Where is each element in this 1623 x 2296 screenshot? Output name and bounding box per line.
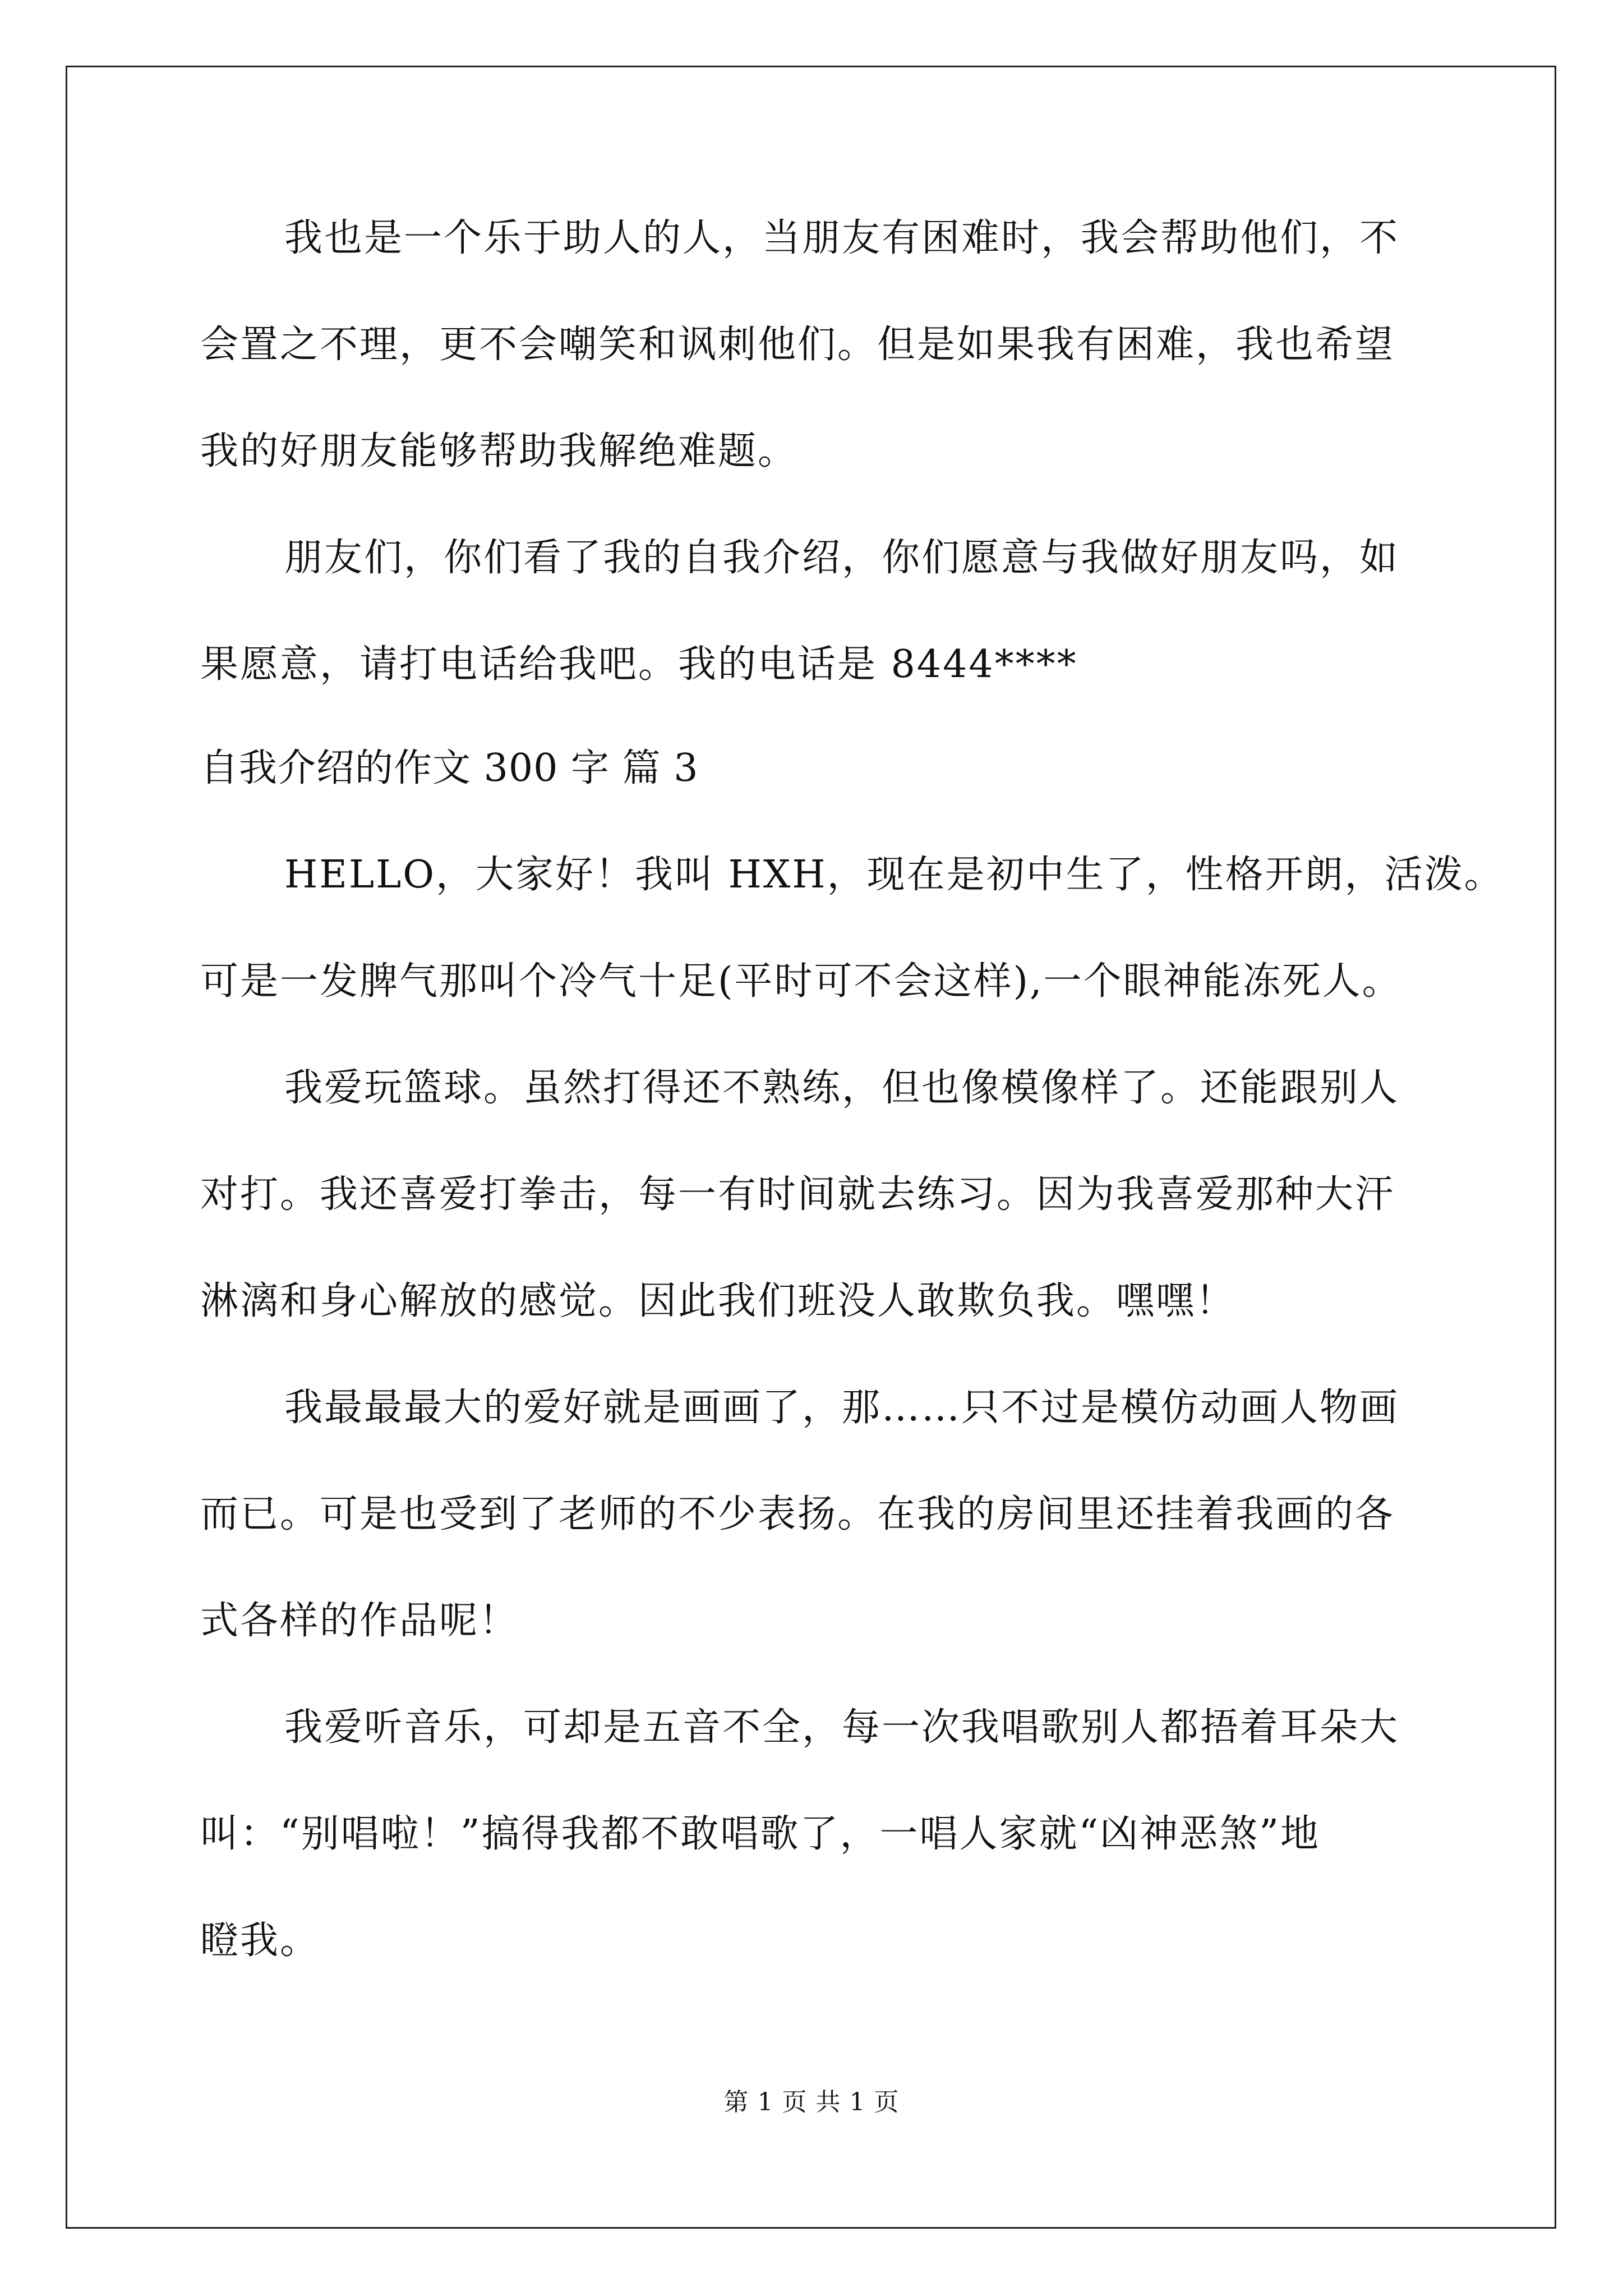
paragraph-line: 我的好朋友能够帮助我解绝难题。	[200, 429, 798, 473]
paragraph-line: 而已。可是也受到了老师的不少表扬。在我的房间里还挂着我画的各	[200, 1492, 1395, 1536]
paragraph-line: 可是一发脾气那叫个冷气十足(平时可不会这样),一个眼神能冻死人。	[200, 959, 1402, 1004]
paragraph-line: 式各样的作品呢！	[200, 1599, 519, 1643]
paragraph-line: 朋友们，你们看了我的自我介绍，你们愿意与我做好朋友吗，如	[284, 536, 1400, 580]
section-heading: 自我介绍的作文 300 字 篇 3	[200, 746, 699, 790]
page-footer: 第 1 页 共 1 页	[723, 2088, 900, 2116]
paragraph-line: 叫：“别唱啦！”搞得我都不敢唱歌了，一唱人家就“凶神恶煞”地	[200, 1812, 1321, 1856]
paragraph-line: 瞪我。	[200, 1918, 320, 1963]
page-border	[66, 66, 1556, 2229]
paragraph-line: 我最最最大的爱好就是画画了，那……只不过是模仿动画人物画	[284, 1386, 1400, 1430]
paragraph-line: 对打。我还喜爱打拳击，每一有时间就去练习。因为我喜爱那种大汗	[200, 1172, 1395, 1217]
paragraph-line: 我爱玩篮球。虽然打得还不熟练，但也像模像样了。还能跟别人	[284, 1066, 1400, 1110]
paragraph-line: 会置之不理，更不会嘲笑和讽刺他们。但是如果我有困难，我也希望	[200, 323, 1395, 367]
paragraph-line: 果愿意，请打电话给我吧。我的电话是 8444****	[200, 642, 1078, 687]
paragraph-line: 淋漓和身心解放的感觉。因此我们班没人敢欺负我。嘿嘿！	[200, 1279, 1236, 1323]
paragraph-line: 我爱听音乐，可却是五音不全，每一次我唱歌别人都捂着耳朵大	[284, 1705, 1400, 1750]
paragraph-line: 我也是一个乐于助人的人，当朋友有困难时，我会帮助他们，不	[284, 216, 1400, 260]
paragraph-line: HELLO，大家好！我叫 HXH，现在是初中生了，性格开朗，活泼。	[284, 853, 1504, 897]
